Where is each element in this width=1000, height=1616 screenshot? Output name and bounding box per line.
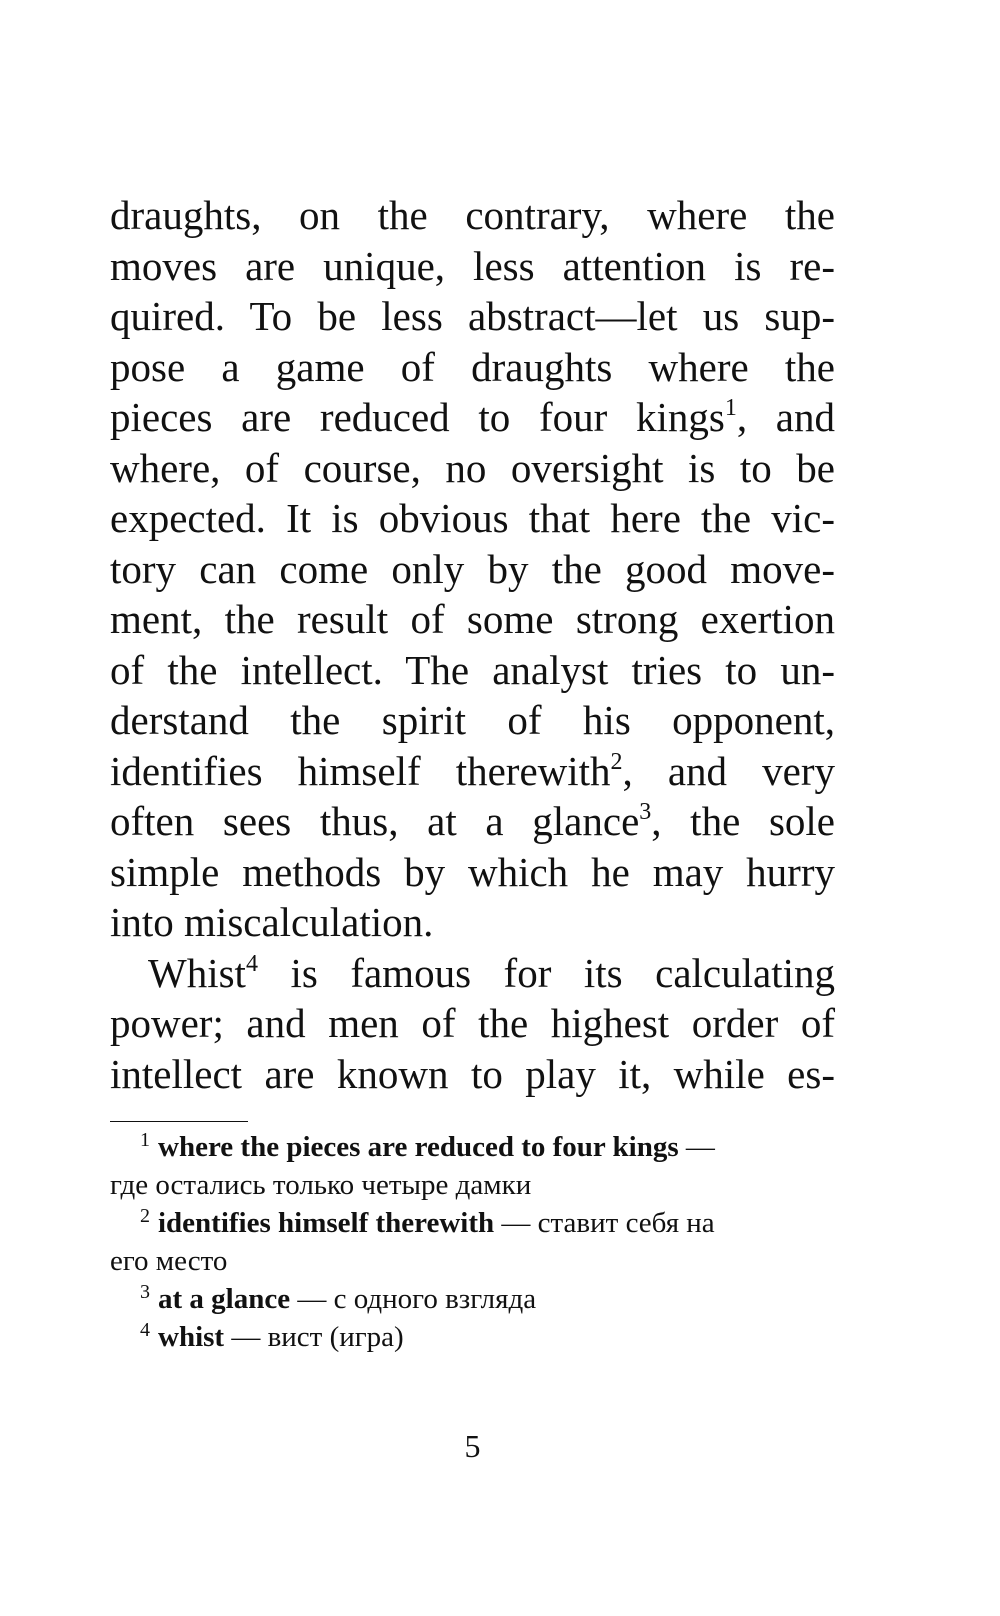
footnote-gloss: вист (игра) — [267, 1321, 404, 1353]
text-fragment: , the sole — [651, 798, 835, 844]
footnote-gloss: ставит себя на — [537, 1207, 715, 1239]
footnote-gloss: с одного взгляда — [333, 1283, 537, 1315]
text-fragment: often sees thus, at a glance — [110, 798, 640, 844]
footnote-2-gloss: его место — [110, 1245, 228, 1277]
footnote-separator: — — [290, 1283, 334, 1315]
text-line — [110, 796, 835, 847]
footnote-separator: — — [678, 1131, 715, 1163]
footnote-ref-1: 1 — [724, 395, 737, 421]
text-line: quired. To be less abstract—let us sup- — [110, 293, 835, 339]
page-number: 5 — [464, 1428, 481, 1464]
footnote-number: 1 — [140, 1129, 150, 1151]
text-line: moves are unique, less attention is re- — [110, 242, 835, 289]
text-line: intellect are known to play it, while es- — [110, 1050, 835, 1097]
text-line: simple methods by which he may hurry — [110, 848, 835, 895]
footnote-term: identifies himself therewith — [158, 1207, 495, 1239]
footnote-2 — [110, 1204, 835, 1242]
text-line: pose a game of draughts where the — [110, 343, 835, 390]
footnote-term: whist — [158, 1321, 225, 1353]
footnote-1 — [110, 1128, 835, 1166]
footnote-separator: — — [494, 1207, 538, 1239]
footnote-divider — [110, 1121, 248, 1122]
text-line: draughts, on the contrary, where the — [110, 192, 835, 238]
footnotes — [110, 1128, 835, 1356]
text-fragment: , and very — [622, 747, 835, 794]
text-line: derstand the spirit of his opponent, — [110, 697, 835, 743]
text-line — [110, 392, 835, 443]
footnote-ref-2: 2 — [610, 748, 623, 775]
text-line: power; and men of the highest order of — [110, 1000, 835, 1046]
text-fragment: is famous for its calculating — [257, 949, 835, 996]
text-line: into miscalculation. — [110, 899, 434, 945]
text-line: tory can come only by the good move- — [110, 545, 835, 592]
footnote-number: 2 — [140, 1205, 150, 1227]
footnote-number: 4 — [140, 1319, 150, 1341]
text-fragment: identifies himself therewith — [110, 747, 611, 794]
text-fragment: pieces are reduced to four kings — [110, 394, 725, 440]
main-text — [110, 190, 835, 1099]
text-line: where, of course, no oversight is to be — [110, 444, 835, 491]
text-line — [110, 948, 835, 999]
text-line: of the intellect. The analyst tries to un- — [110, 646, 835, 693]
footnote-ref-3: 3 — [639, 799, 652, 825]
text-fragment: Whist — [148, 949, 246, 996]
footnote-separator: — — [224, 1321, 268, 1353]
footnote-3 — [110, 1280, 835, 1318]
text-line: ment, the result of some strong exertion — [110, 596, 835, 642]
footnote-term: where the pieces are reduced to four kings — [158, 1131, 679, 1163]
footnote-1-gloss: где остались только четыре дамки — [110, 1169, 532, 1201]
text-line: expected. It is obvious that here the vic- — [110, 495, 835, 541]
text-line — [110, 746, 835, 797]
footnote-4 — [110, 1318, 835, 1356]
footnote-number: 3 — [140, 1281, 150, 1303]
footnote-ref-4: 4 — [245, 950, 258, 977]
footnote-term: at a glance — [158, 1283, 291, 1315]
text-fragment: , and — [736, 394, 836, 440]
